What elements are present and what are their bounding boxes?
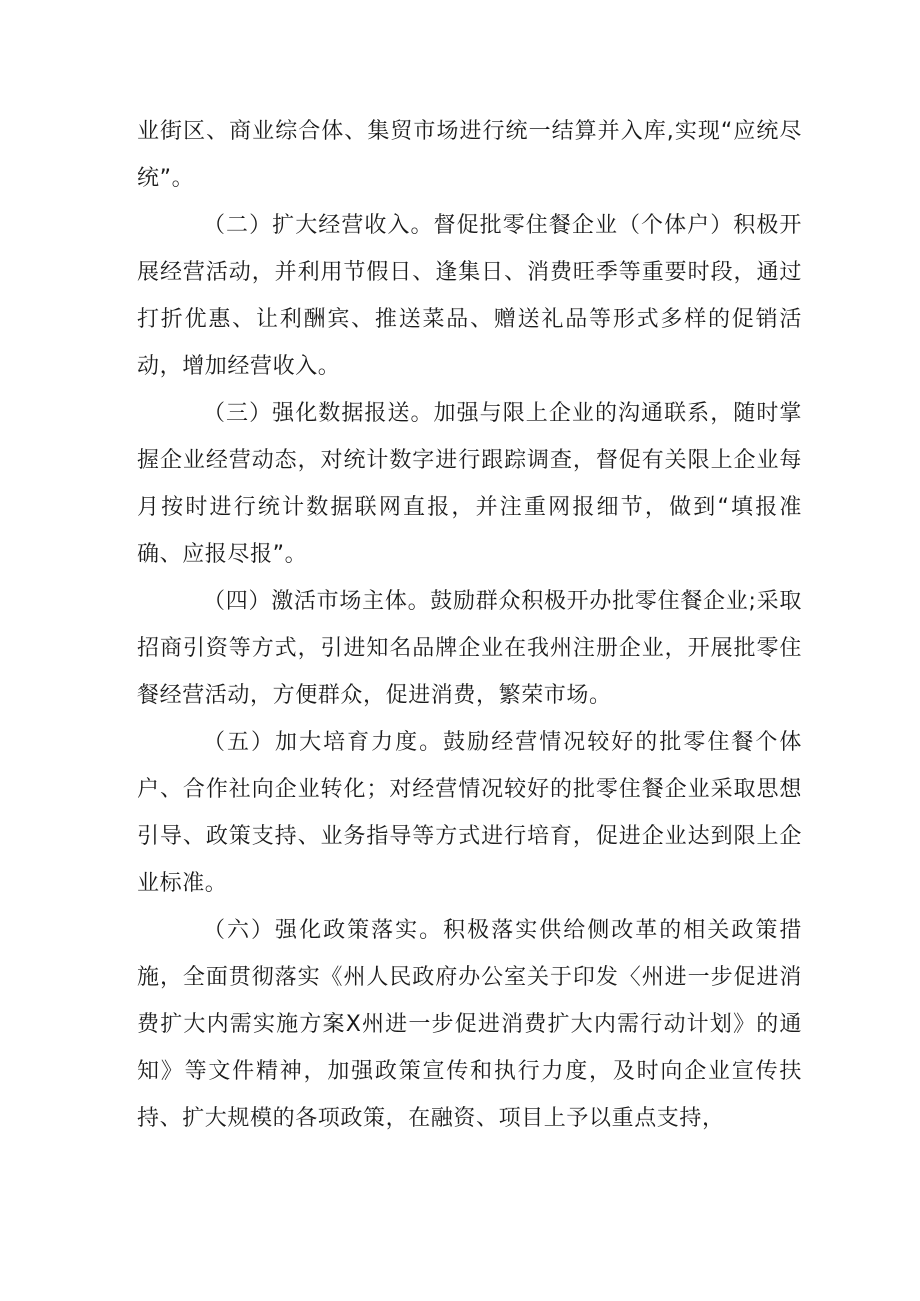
paragraph-3-data-reporting: （三）强化数据报送。加强与限上企业的沟通联系，随时掌握企业经营动态，对统计数字进行跟踪调查，督促有关限上企业每月按时进行统计数据联网直报，并注重网报细节，做到“填报准确、应报尽报”。: [137, 401, 802, 567]
paragraph-5-cultivation: （五）加大培育力度。鼓励经营情况较好的批零住餐个体户、合作社向企业转化；对经营情况较好的批零住餐企业采取思想引导、政策支持、业务指导等方式进行培育，促进企业达到限上企业标准。: [137, 730, 802, 896]
paragraph-4-market-entities: （四）激活市场主体。鼓励群众积极开办批零住餐企业;采取招商引资等方式，引进知名品牌企业在我州注册企业，开展批零住餐经营活动，方便群众，促进消费，繁荣市场。: [137, 589, 802, 708]
paragraph-2-expand-revenue: （二）扩大经营收入。督促批零住餐企业（个体户）积极开展经营活动，并利用节假日、逢集日、消费旺季等重要时段，通过打折优惠、让利酬宾、推送菜品、赠送礼品等形式多样的促销活动，增加经营收入。: [137, 213, 802, 379]
paragraph-continuation: 业街区、商业综合体、集贸市场进行统一结算并入库,实现“应统尽统”。: [137, 119, 802, 191]
document-body: [137, 108, 802, 1142]
paragraph-6-policy: （六）强化政策落实。积极落实供给侧改革的相关政策措施，全面贯彻落实《州人民政府办公室关于印发〈州进一步促进消费扩大内需实施方案X州进一步促进消费扩大内需行动计划》的通知》等文件精神，加强政策宣传和执行力度，及时向企业宣传扶持、扩大规模的各项政策，在融资、项目上予以重点支持，: [137, 918, 802, 1131]
